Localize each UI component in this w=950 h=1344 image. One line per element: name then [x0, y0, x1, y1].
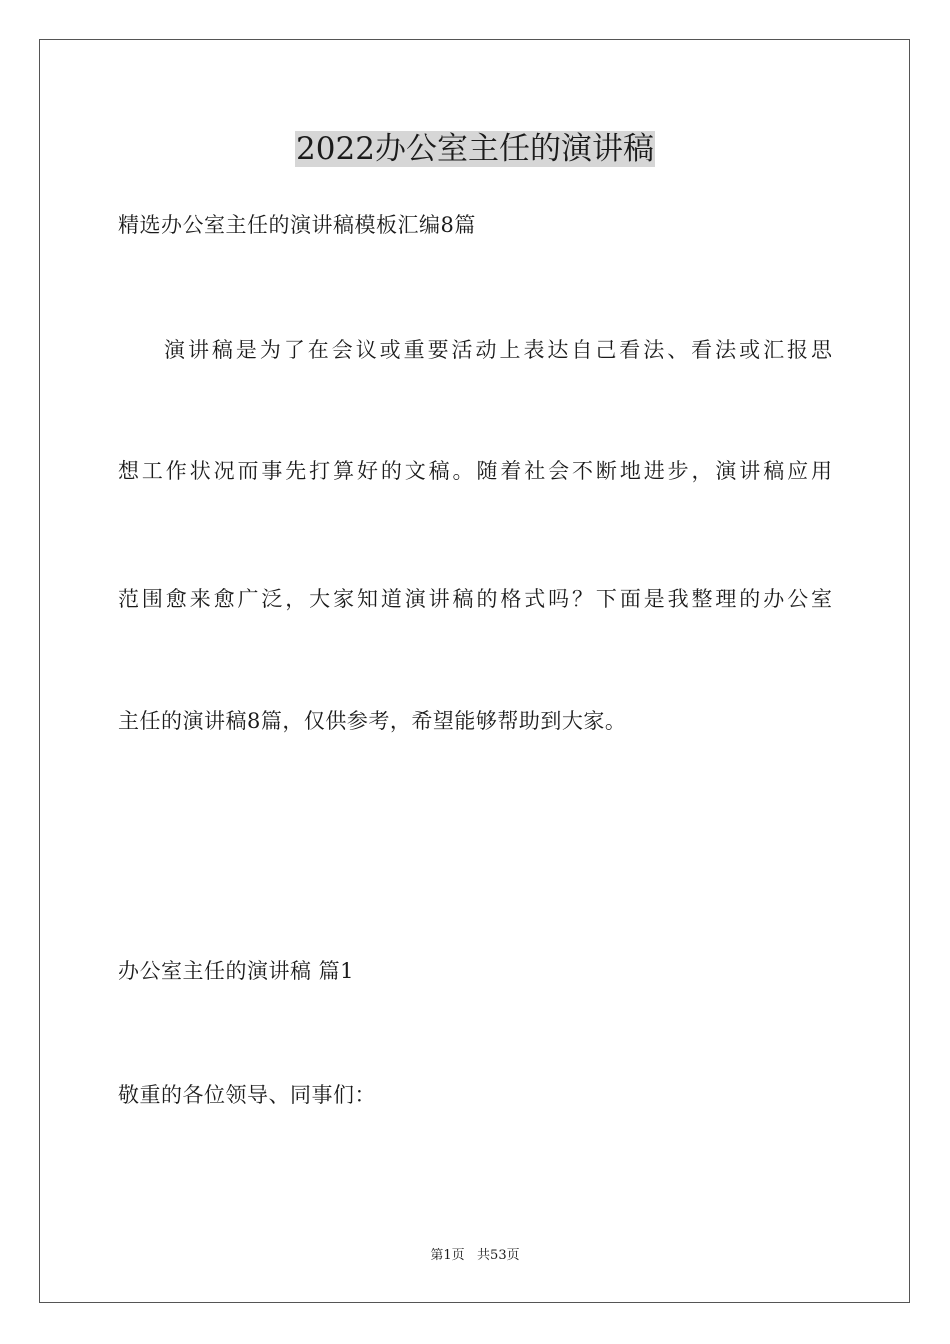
intro-line-2: 想工作状况而事先打算好的文稿。随着社会不断地进步，演讲稿应用: [118, 459, 832, 483]
document-subtitle: 精选办公室主任的演讲稿模板汇编8篇: [118, 213, 476, 237]
intro-line-1: 演讲稿是为了在会议或重要活动上表达自己看法、看法或汇报思: [164, 338, 832, 362]
intro-line-4: 主任的演讲稿8篇，仅供参考，希望能够帮助到大家。: [118, 709, 627, 733]
page-footer: 第1页 共53页: [430, 1248, 520, 1263]
document-title: [0, 125, 950, 173]
document-title-text: 2022办公室主任的演讲稿: [296, 131, 654, 167]
intro-line-3: 范围愈来愈广泛，大家知道演讲稿的格式吗？下面是我整理的办公室: [118, 587, 832, 611]
section-heading: 办公室主任的演讲稿 篇1: [118, 959, 355, 983]
salutation: 敬重的各位领导、同事们：: [118, 1083, 376, 1107]
